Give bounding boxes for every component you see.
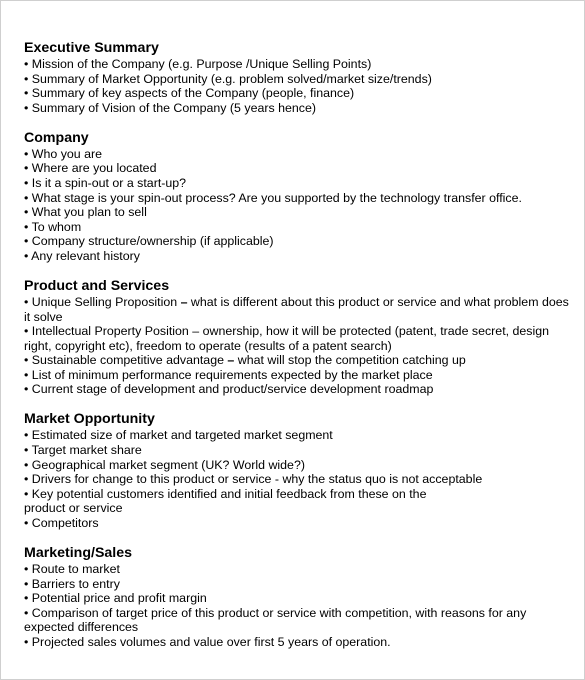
bullet-icon: • (24, 234, 29, 249)
list-item (24, 295, 572, 324)
section-company (24, 130, 572, 264)
bullet-icon: • (24, 353, 29, 368)
bullet-icon: • (24, 591, 29, 606)
bullet-icon: • (24, 486, 29, 501)
section-executive-summary (24, 40, 572, 115)
bullet-list (24, 295, 572, 397)
item-text: Mission of the Company (e.g. Purpose /Unique Selling Points) (31, 57, 372, 71)
bullet-icon: • (24, 605, 29, 620)
item-text: Comparison of target price of this product or service with competition, with reasons for any expected differences (24, 605, 527, 635)
item-text: List of minimum performance requirements expected by the market place (31, 367, 433, 382)
bullet-icon: • (24, 367, 29, 382)
bullet-icon: • (24, 175, 29, 190)
item-text: product or service (24, 501, 123, 516)
list-item (24, 324, 572, 353)
list-item (24, 249, 572, 264)
item-lead: Sustainable competitive advantage (31, 353, 228, 368)
list-item (24, 234, 572, 249)
bullet-list (24, 147, 572, 264)
item-text: Summary of Market Opportunity (e.g. problem solved/market size/trends) (31, 71, 432, 86)
bullet-icon: • (24, 205, 29, 220)
bullet-icon: • (24, 100, 29, 115)
bullet-icon: • (24, 428, 29, 443)
bullet-list (24, 57, 572, 115)
bullet-icon: • (24, 71, 29, 86)
item-text: Who you are (31, 146, 103, 161)
bullet-icon: • (24, 161, 29, 176)
item-text: To whom (31, 219, 82, 234)
item-text: Estimated size of market and targeted market segment (31, 428, 333, 443)
list-item (24, 606, 572, 635)
item-text: what will stop the competition catching up (234, 353, 466, 368)
list-item (24, 487, 572, 502)
section-heading: Marketing/Sales (24, 545, 133, 561)
list-item (24, 353, 572, 368)
item-dash: – (180, 294, 188, 309)
list-item (24, 368, 572, 383)
bullet-list (24, 428, 572, 530)
item-text: What you plan to sell (31, 205, 147, 220)
item-text: Geographical market segment (UK? World wide?) (31, 457, 305, 472)
list-item (24, 176, 572, 191)
list-item (24, 147, 572, 162)
list-item (24, 161, 572, 176)
bullet-icon: • (24, 562, 29, 576)
bullet-icon: • (24, 472, 29, 487)
item-text: Route to market (31, 562, 120, 576)
bullet-icon: • (24, 516, 29, 531)
list-item (24, 577, 572, 592)
bullet-icon: • (24, 248, 29, 263)
bullet-icon: • (24, 457, 29, 472)
item-text: Current stage of development and product/service development roadmap (31, 382, 434, 397)
item-text: Target market share (31, 443, 142, 458)
item-text: Company structure/ownership (if applicable) (31, 234, 274, 249)
section-heading: Product and Services (24, 277, 170, 294)
list-item (24, 562, 572, 577)
list-item (24, 191, 572, 206)
list-item (24, 57, 572, 72)
section-market-opportunity (24, 411, 572, 530)
list-item (24, 591, 572, 606)
item-text: Intellectual Property Position – ownership, how it will be protected (patent, trade secret, design right, copyright etc), freedom to operate (results of a patent search) (24, 324, 550, 353)
list-item (24, 382, 572, 397)
item-dash: – (227, 353, 235, 368)
list-item (24, 428, 572, 443)
bullet-icon: • (24, 382, 29, 397)
document-body (24, 40, 572, 650)
bullet-list (24, 562, 572, 650)
item-text: Any relevant history (31, 248, 140, 263)
list-item (24, 501, 572, 516)
bullet-icon: • (24, 219, 29, 234)
list-item (24, 443, 572, 458)
item-text: Summary of Vision of the Company (5 years hence) (31, 100, 316, 115)
item-text: Projected sales volumes and value over first 5 years of operation. (31, 634, 391, 649)
list-item (24, 516, 572, 531)
item-text: What stage is your spin-out process? Are you supported by the technology transfer office. (31, 190, 522, 205)
list-item (24, 472, 572, 487)
bullet-icon: • (24, 190, 29, 205)
bullet-icon: • (24, 146, 29, 161)
bullet-icon: • (24, 86, 29, 101)
list-item (24, 101, 572, 116)
item-text: Barriers to entry (31, 576, 120, 591)
item-text: Where are you located (31, 161, 157, 176)
bullet-icon: • (24, 57, 29, 71)
bullet-icon: • (24, 324, 29, 339)
section-product-and-services (24, 278, 572, 397)
item-text: Drivers for change to this product or service - why the status quo is not acceptable (31, 472, 483, 487)
list-item (24, 86, 572, 101)
item-text: Competitors (31, 516, 99, 531)
bullet-icon: • (24, 634, 29, 649)
bullet-icon: • (24, 443, 29, 458)
list-item (24, 72, 572, 87)
bullet-icon: • (24, 294, 29, 309)
section-heading: Company (24, 129, 89, 146)
item-text: Potential price and profit margin (31, 591, 207, 606)
section-marketing-sales (24, 545, 572, 650)
section-heading: Executive Summary (24, 40, 159, 56)
section-heading: Market Opportunity (24, 411, 155, 428)
bullet-icon: • (24, 576, 29, 591)
list-item (24, 205, 572, 220)
item-text: Is it a spin-out or a start-up? (31, 175, 187, 190)
list-item (24, 220, 572, 235)
list-item (24, 458, 572, 473)
item-text: Summary of key aspects of the Company (people, finance) (31, 86, 355, 101)
item-text: Key potential customers identified and initial feedback from these on the (31, 486, 427, 501)
list-item (24, 635, 572, 650)
item-lead: Unique Selling Proposition (31, 294, 181, 309)
item-text: what is different about this product or service and what problem does it solve (24, 294, 569, 324)
